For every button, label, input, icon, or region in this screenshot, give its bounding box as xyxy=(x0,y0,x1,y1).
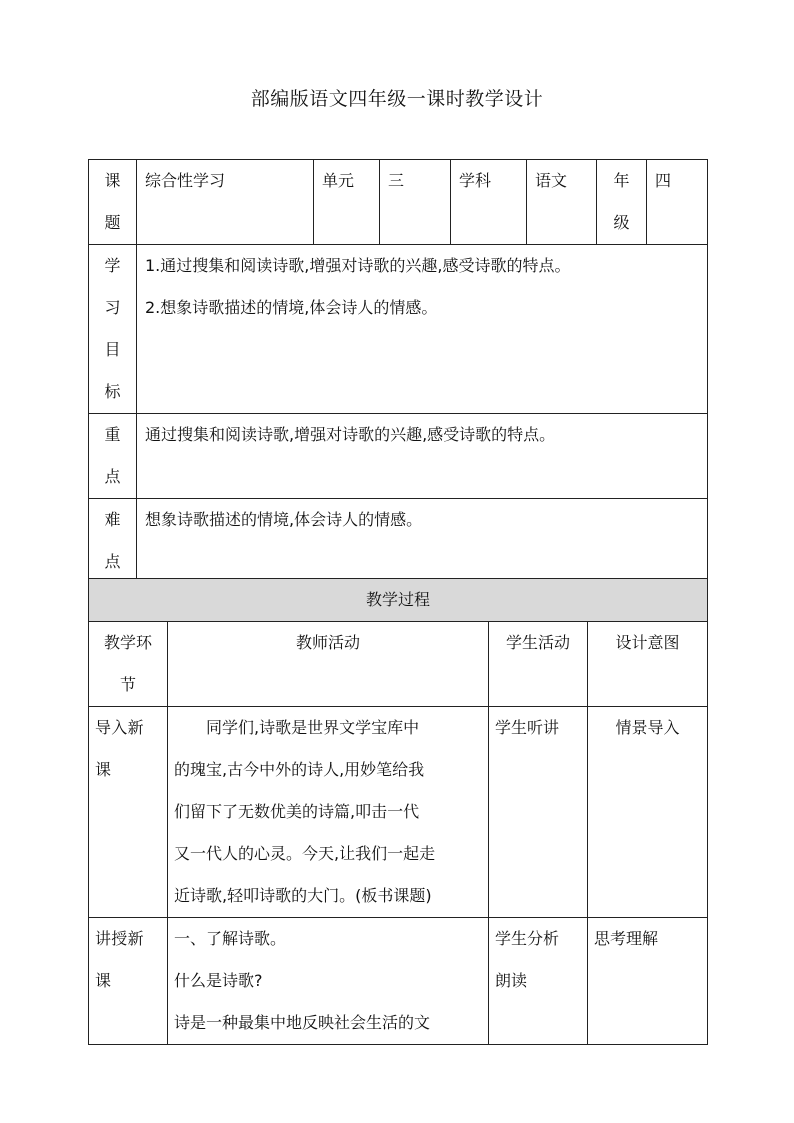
stage-cell: 讲授新 课 xyxy=(89,918,168,1045)
student-cell: 学生分析 朗读 xyxy=(489,918,588,1045)
teacher-cell: 同学们,诗歌是世界文学宝库中 的瑰宝,古今中外的诗人,用妙笔给我 们留下了无数优美的诗篇,叩击一代 又一代人的心灵。今天,让我们一起走 近诗歌,轻叩诗歌的大门。(板书课题) xyxy=(168,707,489,918)
header-teacher: 教师活动 xyxy=(168,622,489,707)
goal-item: 2.想象诗歌描述的情境,体会诗人的情感。 xyxy=(145,298,438,317)
process-table xyxy=(88,578,708,1045)
difficulties-content: 想象诗歌描述的情境,体会诗人的情感。 xyxy=(137,499,708,584)
key-points-content: 通过搜集和阅读诗歌,增强对诗歌的兴趣,感受诗歌的特点。 xyxy=(137,414,708,499)
header-stage: 教学环 节 xyxy=(89,622,168,707)
header-student: 学生活动 xyxy=(489,622,588,707)
table-row xyxy=(89,918,708,1045)
unit-label: 单元 xyxy=(314,160,380,245)
difficulties-label: 难 点 xyxy=(89,499,137,584)
grade-label: 年 级 xyxy=(597,160,647,245)
student-cell: 学生听讲 xyxy=(489,707,588,918)
difficulties-row xyxy=(89,499,708,584)
key-points-label: 重 点 xyxy=(89,414,137,499)
subject-label: 学科 xyxy=(451,160,527,245)
process-band: 教学过程 xyxy=(89,579,708,622)
grade-value: 四 xyxy=(647,160,708,245)
goals-content xyxy=(137,245,708,414)
goals-label: 学 习 目 标 xyxy=(89,245,137,414)
process-header-row xyxy=(89,622,708,707)
page-title: 部编版语文四年级一课时教学设计 xyxy=(250,88,544,110)
table-row xyxy=(89,707,708,918)
goal-item: 1.通过搜集和阅读诗歌,增强对诗歌的兴趣,感受诗歌的特点。 xyxy=(145,256,571,275)
subject-value: 语文 xyxy=(527,160,597,245)
teacher-cell: 一、了解诗歌。 什么是诗歌? 诗是一种最集中地反映社会生活的文 xyxy=(168,918,489,1045)
info-row xyxy=(89,160,708,245)
unit-value: 三 xyxy=(380,160,451,245)
process-band-row xyxy=(89,579,708,622)
intent-cell: 思考理解 xyxy=(588,918,708,1045)
course-label: 课 题 xyxy=(89,160,137,245)
lesson-info-table xyxy=(88,159,708,584)
course-value: 综合性学习 xyxy=(137,160,314,245)
header-intent: 设计意图 xyxy=(588,622,708,707)
stage-cell: 导入新 课 xyxy=(89,707,168,918)
key-points-row xyxy=(89,414,708,499)
intent-cell: 情景导入 xyxy=(588,707,708,918)
goals-row xyxy=(89,245,708,414)
